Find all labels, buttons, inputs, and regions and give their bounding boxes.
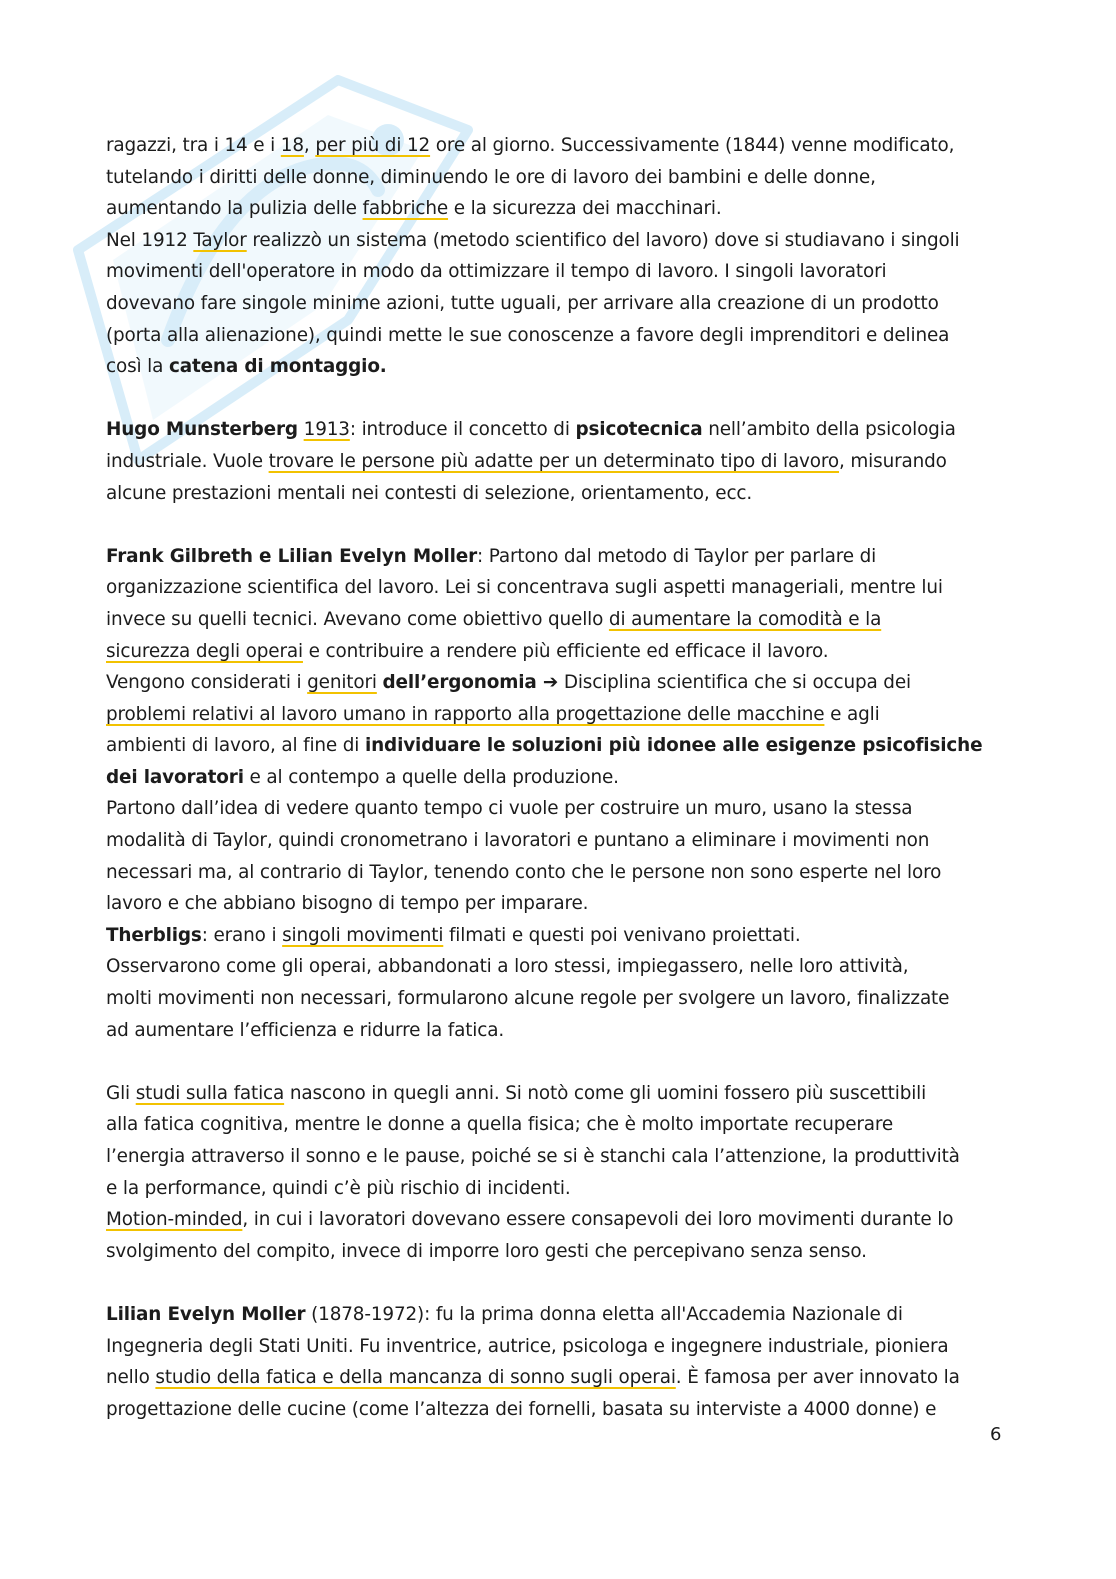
text-run: progettazione delle cucine (come l’altezza dei fornelli, basata su interviste a 4000 donne) e xyxy=(106,1398,937,1420)
bold-text: psicotecnica xyxy=(575,419,703,441)
text-run: necessari ma, al contrario di Taylor, tenendo conto che le persone non sono esperte nel loro xyxy=(106,861,942,883)
text-run: e la sicurezza dei macchinari. xyxy=(448,198,722,220)
text-run: , in cui i lavoratori dovevano essere consapevoli dei loro movimenti durante lo xyxy=(242,1209,954,1231)
text-run: così la xyxy=(106,356,169,378)
highlighted-text: 18 xyxy=(280,135,304,156)
bold-text: Hugo Munsterberg xyxy=(106,419,298,441)
highlighted-text: studi sulla fatica xyxy=(135,1082,285,1104)
text-run: : erano i xyxy=(201,924,283,946)
highlighted-text: genitori xyxy=(307,672,377,694)
text-run: filmati e questi poi venivano proiettati. xyxy=(443,924,801,946)
bold-text: individuare le soluzioni più idonee alle esigenze psicofisiche xyxy=(364,735,983,757)
highlighted-text: Motion-minded xyxy=(106,1209,243,1231)
text-run: svolgimento del compito, invece di imporre loro gesti che percepivano senza senso. xyxy=(106,1240,867,1262)
text-run: . È famosa per aver innovato la xyxy=(675,1367,960,1389)
text-run: e contribuire a rendere più efficiente ed efficace il lavoro. xyxy=(302,640,829,662)
text-run: ad aumentare l’efficienza e ridurre la fatica. xyxy=(106,1019,505,1041)
bold-text: dell’ergonomia ➔ xyxy=(382,672,559,694)
bold-text: Lilian Evelyn Moller xyxy=(106,1303,306,1325)
text-run: : introduce il concetto di xyxy=(349,419,576,441)
text-run: tutelando i diritti delle donne, diminuendo le ore di lavoro dei bambini e delle donne, xyxy=(106,166,876,188)
text-run: Partono dall’idea di vedere quanto tempo ci vuole per costruire un muro, usano la stessa xyxy=(106,798,913,820)
highlighted-text: di aumentare la comodità e la xyxy=(608,608,882,630)
bold-text: Therbligs xyxy=(106,924,202,946)
text-run: realizzò un sistema (metodo scientifico del lavoro) dove si studiavano i singoli xyxy=(246,229,960,251)
text-run: aumentando la pulizia delle xyxy=(106,198,363,220)
text-run: Ingegneria degli Stati Uniti. Fu inventrice, autrice, psicologa e ingegnere industriale, pioniera xyxy=(106,1335,949,1357)
paragraph xyxy=(106,130,1011,383)
highlighted-text: singoli movimenti xyxy=(282,924,444,946)
paragraph xyxy=(106,1299,1011,1425)
text-run: l’energia attraverso il sonno e le pause, poiché se si è stanchi cala l’attenzione, la produttività xyxy=(106,1146,960,1167)
text-run: movimenti dell'operatore in modo da ottimizzare il tempo di lavoro. I singoli lavoratori xyxy=(106,261,887,283)
text-run: ore al giorno. Successivamente (1844) venne modificato, xyxy=(430,135,955,156)
highlighted-text: Taylor xyxy=(193,229,247,251)
text-run: invece su quelli tecnici. Avevano come obiettivo quello xyxy=(106,608,609,630)
text-run: modalità di Taylor, quindi cronometrano i lavoratori e puntano a eliminare i movimenti non xyxy=(106,830,930,852)
bold-text: dei lavoratori xyxy=(106,766,244,788)
text-run: (1878-1972): fu la prima donna eletta all'Accademia Nazionale di xyxy=(305,1303,903,1325)
text-run: Vengono considerati i xyxy=(106,672,308,694)
text-run: organizzazione scientifica del lavoro. Lei si concentrava sugli aspetti manageriali, mentre lui xyxy=(106,577,943,599)
document-body xyxy=(106,130,1011,1425)
text-run: e la performance, quindi c’è più rischio di incidenti. xyxy=(106,1177,571,1199)
text-run: Osservarono come gli operai, abbandonati a loro stessi, impiegassero, nelle loro attività, xyxy=(106,956,909,978)
text-run: (porta alla alienazione), quindi mette le sue conoscenze a favore degli imprenditori e delinea xyxy=(106,324,950,346)
text-run: lavoro e che abbiano bisogno di tempo per imparare. xyxy=(106,893,589,915)
text-run: nascono in quegli anni. Si notò come gli uomini fossero più suscettibili xyxy=(284,1082,927,1104)
highlighted-text: trovare le persone più adatte per un determinato tipo di lavoro xyxy=(268,450,840,472)
highlighted-text: problemi relativi al lavoro umano in rapporto alla progettazione delle macchine xyxy=(106,703,825,725)
text-run: , misurando xyxy=(839,450,947,472)
highlighted-text: per più di 12 xyxy=(315,135,431,156)
text-run: , xyxy=(303,135,316,156)
highlighted-text: studio della fatica e della mancanza di sonno sugli operai xyxy=(155,1367,676,1389)
text-run: dovevano fare singole minime azioni, tutte uguali, per arrivare alla creazione di un prodotto xyxy=(106,292,939,314)
text-run: e al contempo a quelle della produzione. xyxy=(243,766,619,788)
highlighted-text: 1913 xyxy=(303,419,350,441)
text-run: nello xyxy=(106,1367,156,1389)
paragraph xyxy=(106,1078,1011,1268)
text-run: : Partono dal metodo di Taylor per parlare di xyxy=(477,545,877,567)
text-run: alla fatica cognitiva, mentre le donne a quella fisica; che è molto importate recuperare xyxy=(106,1114,894,1136)
text-run: nell’ambito della psicologia xyxy=(702,419,956,441)
bold-text: catena di montaggio. xyxy=(168,356,387,378)
text-run: Gli xyxy=(106,1082,136,1104)
highlighted-text: sicurezza degli operai xyxy=(106,640,303,662)
highlighted-text: fabbriche xyxy=(362,198,449,220)
bold-text: Frank Gilbreth e Lilian Evelyn Moller xyxy=(106,545,478,567)
paragraph xyxy=(106,414,1011,509)
text-run: ambienti di lavoro, al fine di xyxy=(106,735,365,757)
text-run: molti movimenti non necessari, formularono alcune regole per svolgere un lavoro, finalizzate xyxy=(106,988,950,1010)
text-run: Nel 1912 xyxy=(106,229,194,251)
text-run: ragazzi, tra i 14 e i xyxy=(106,135,281,156)
text-run: e agli xyxy=(824,703,880,725)
paragraph xyxy=(106,541,1011,1047)
text-run: Disciplina scientifica che si occupa dei xyxy=(558,672,911,694)
page-number: 6 xyxy=(990,1424,1002,1445)
text-run: alcune prestazioni mentali nei contesti di selezione, orientamento, ecc. xyxy=(106,482,753,504)
text-run: industriale. Vuole xyxy=(106,450,269,472)
